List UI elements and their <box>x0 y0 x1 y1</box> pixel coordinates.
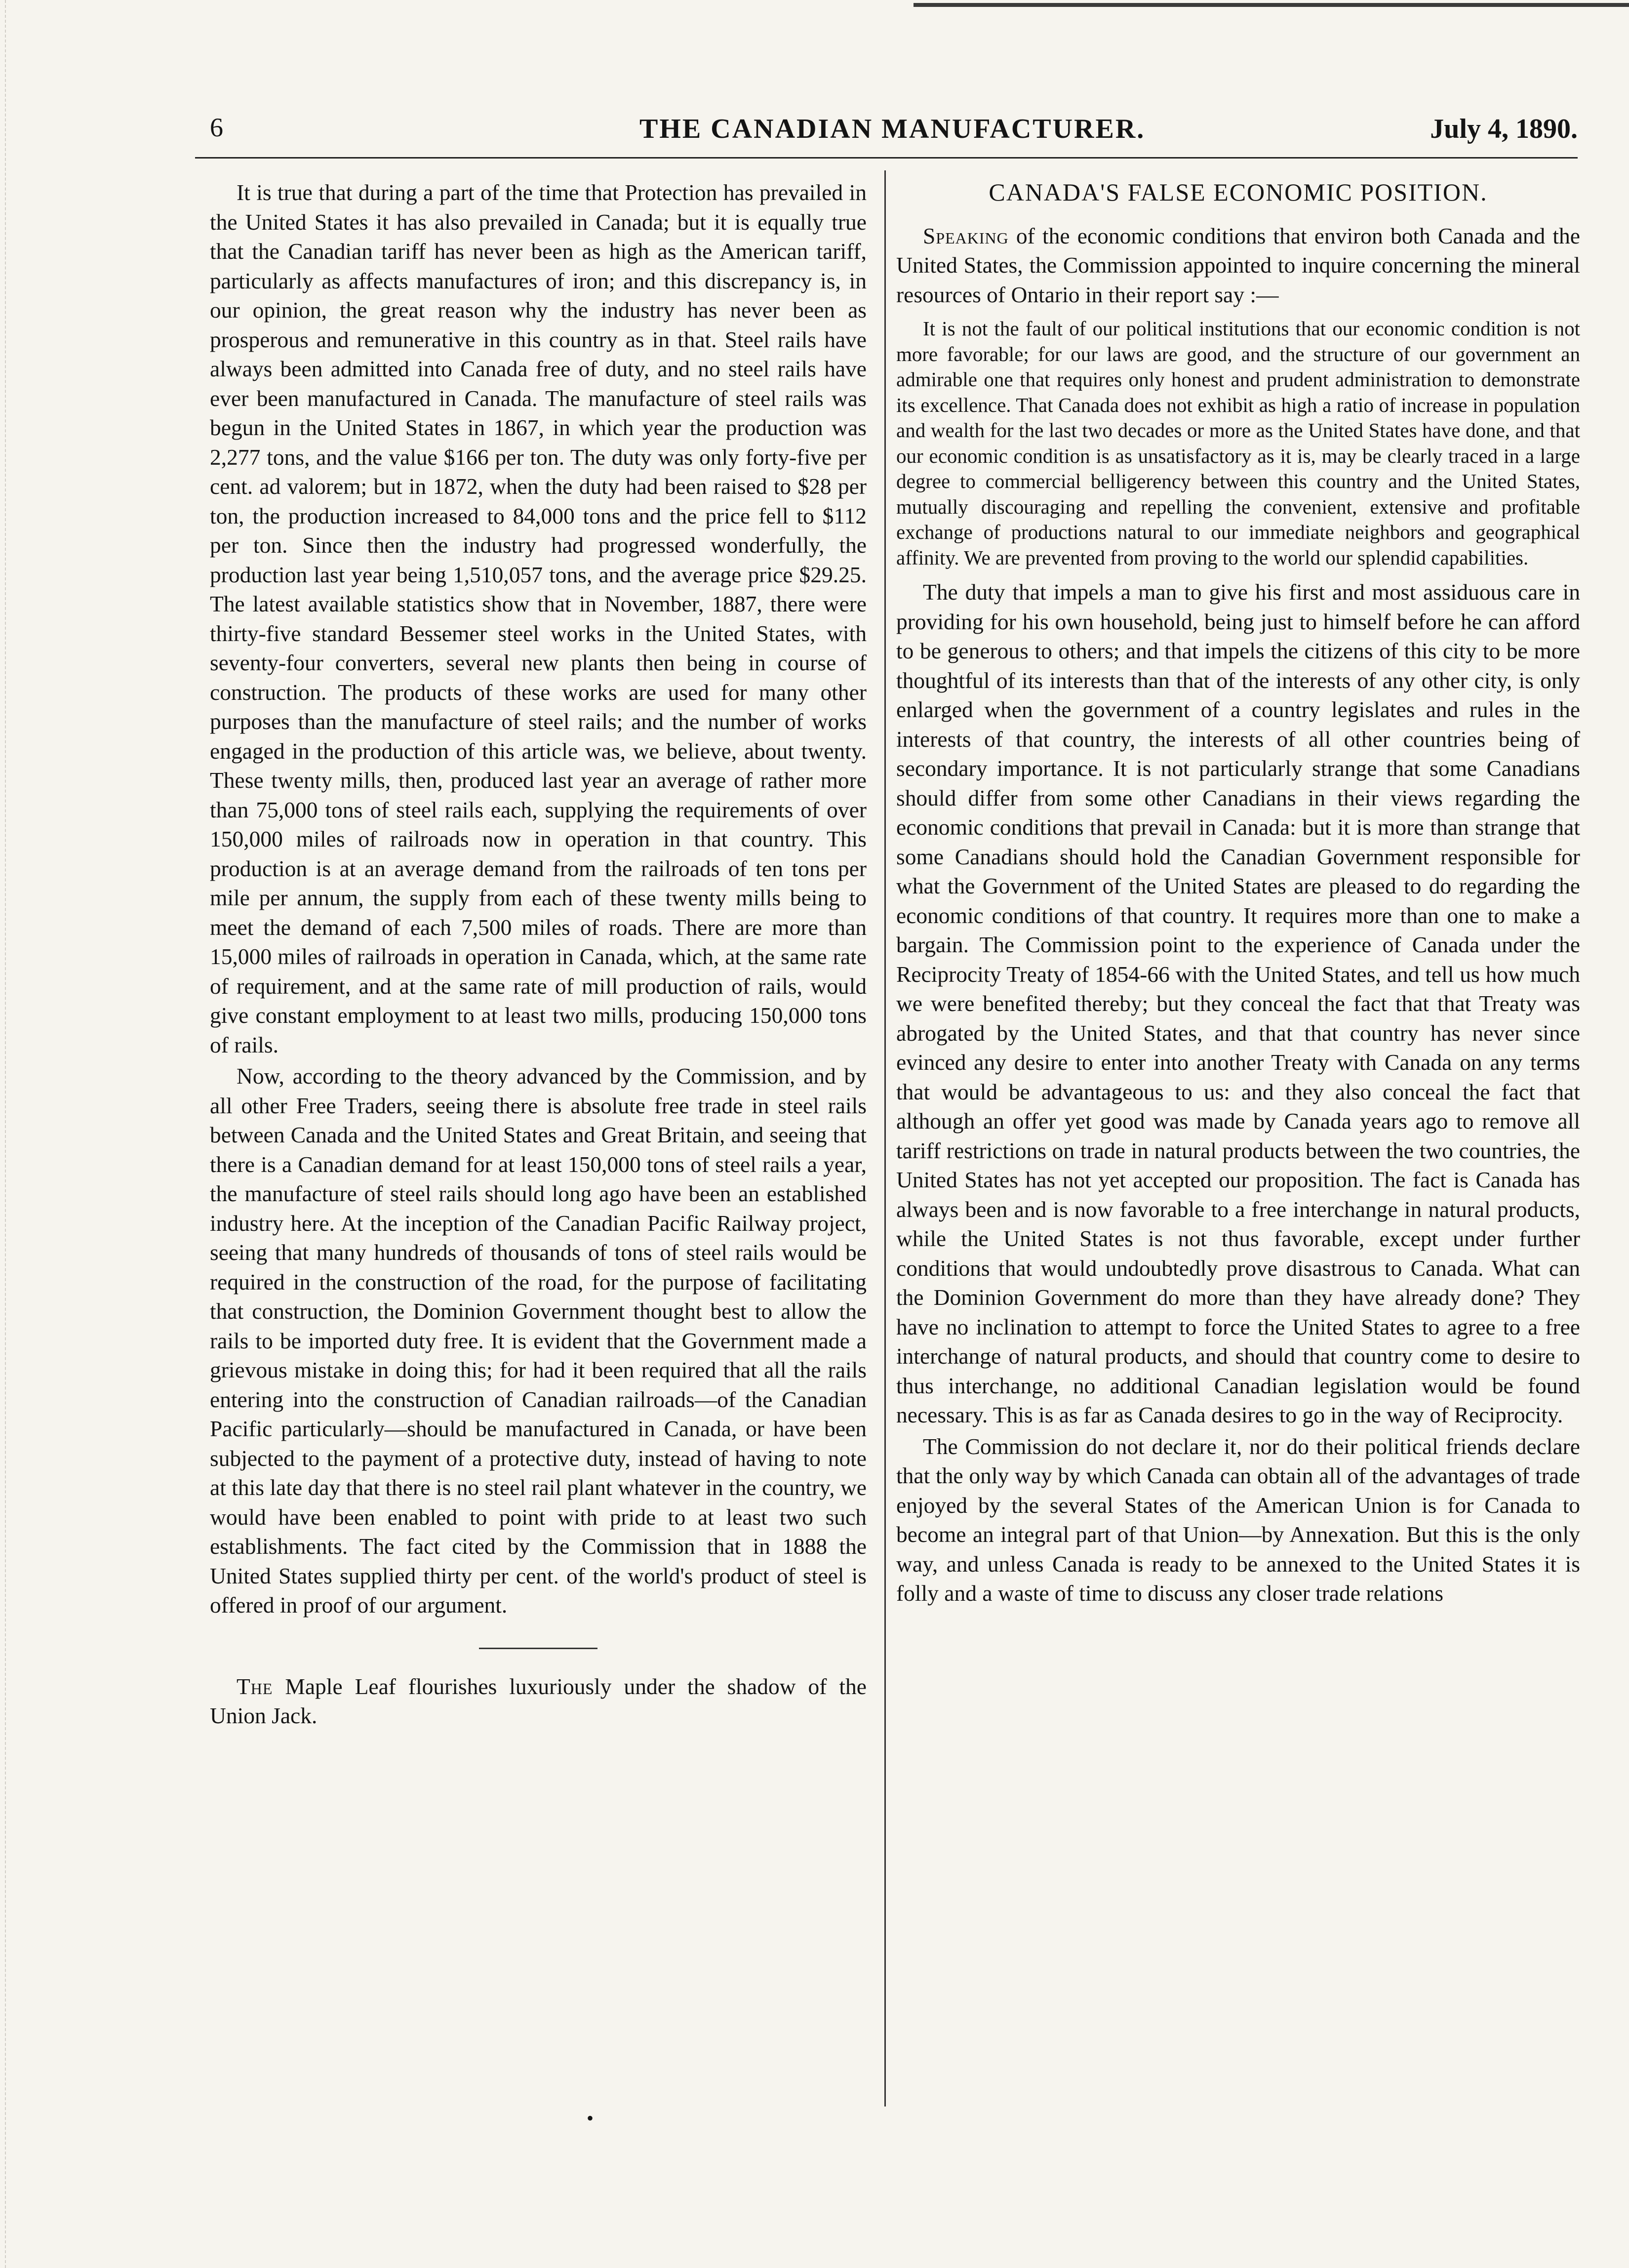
article-intro <box>896 221 1580 310</box>
left-column <box>210 178 867 1731</box>
right-paragraph: The duty that impels a man to give his first and most assiduous care in providing for his own household, being just to himself before he can afford to be generous to others; and that impels the citizens of this city to be more thoughtful of its interests than that of the interests of any other city, is only enlarged when the government of a country legislates and rules in the interests of that country, the interests of all other countries being of secondary importance. It is not particularly strange that some Canadians should differ from some other Canadians in their views regarding the economic conditions that prevail in Canada: but it is more than strange that some Canadians should hold the Canadian Government responsible for what the Government of the United States are pleased to do regarding the economic conditions of that country. It requires more than one to make a bargain. The Commission point to the experience of Canada under the Reciprocity Treaty of 1854-66 with the United States, and tell us how much we were benefited thereby; but they conceal the fact that that Treaty was abrogated by the United States, and that that country has never since evinced any desire to enter into another Treaty with Canada on any terms that would be advantageous to us: and they also conceal the fact that although an offer yet good was made by Canada years ago to remove all tariff restrictions on trade in natural products between the two countries, the United States has not yet accepted our proposition. The fact is Canada has always been and is now favorable to a free interchange in natural products, while the United States is not thus favorable, except under further conditions that would undoubtedly prove disastrous to Canada. What can the Dominion Government do more than they have already done? They have no inclination to attempt to force the United States to agree to a free interchange of natural products, and should that country come to desire to thus interchange, no additional Canadian legislation would be found necessary. This is as far as Canada desires to go in the way of Reciprocity. <box>896 579 1580 1427</box>
right-column <box>896 178 1580 1608</box>
maple-leaf-text: Maple Leaf flourishes luxuriously under the shadow of the Union Jack. <box>210 1673 867 1728</box>
article-title: CANADA'S FALSE ECONOMIC POSITION. <box>989 178 1488 206</box>
intro-text: of the economic conditions that environ both Canada and the United States, the Commission appointed to inquire concerning the mineral resources of Ontario in their report say :— <box>896 223 1580 307</box>
left-paragraph: It is true that during a part of the time that Protection has prevailed in the United States it has also prevailed in Canada; but it is equally true that the Canadian tariff has never been as high as the American tariff, particularly as affects manufactures of iron; and this discrepancy is, in our opinion, the great reason why the industry has never been as prosperous and remunerative in this country as in that. Steel rails have always been admitted into Canada free of duty, and no steel rails have ever been manufactured in Canada. The manufacture of steel rails was begun in the United States in 1867, in which year the production was 2,277 tons, and the value $166 per ton. The duty was only forty-five per cent. ad valorem; but in 1872, when the duty had been raised to $28 per ton, the production increased to 84,000 tons and the price fell to $112 per ton. Since then the industry had progressed wonderfully, the production last year being 1,510,057 tons, and the average price $29.25. The latest available statistics show that in November, 1887, there were thirty-five standard Bessemer steel works in the United States, with seventy-four converters, several new plants then being in course of construction. The products of these works are used for many other purposes than the manufacture of steel rails; and the number of works engaged in the production of this article was, we believe, about twenty. These twenty mills, then, produced last year an average of rather more than 75,000 tons of steel rails each, supplying the requirements of over 150,000 miles of railroads now in operation in that country. This production is at an average demand from the railroads of ten tons per mile per annum, the supply from each of these twenty mills being to meet the demand of each 7,500 miles of roads. There are more than 15,000 miles of railroads in operation in Canada, which, at the same rate of requirement, and at the same rate of mill production of rails, would give constant employment to at least two mills, producing 150,000 tons of rails. <box>210 180 867 1057</box>
right-paragraph: The Commission do not declare it, nor do their political friends declare that the only way by which Canada can obtain all of the advantages of trade enjoyed by the several States of the American Union is for Canada to become an integral part of that Union—by Annexation. But this is the only way, and unless Canada is ready to be annexed to the United States it is folly and a waste of time to discuss any closer trade relations <box>896 1433 1580 1606</box>
left-paragraph: Now, according to the theory advanced by the Commission, and by all other Free Traders, seeing there is absolute free trade in steel rails between Canada and the United States and Great Britain, and seeing that there is a Canadian demand for at least 150,000 tons of steel rails a year, the manufacture of steel rails should long ago have been an established industry here. At the inception of the Canadian Pacific Railway project, seeing that many hundreds of thousands of tons of steel rails would be required in the construction of the road, for the purpose of facilitating that construction, the Dominion Government thought best to allow the rails to be imported duty free. It is evident that the Government made a grievous mistake in doing this; for had it been required that all the rails entering into the construction of Canadian railroads—of the Canadian Pacific particularly—should be manufactured in Canada, or have been subjected to the payment of a protective duty, instead of having to note at this late day that there is no steel rail plant whatever in the country, we would have been enabled to point with pride to at least two such establishments. The fact cited by the Commission that in 1888 the United States supplied thirty per cent. of the world's product of steel is offered in proof of our argument. <box>210 1063 867 1618</box>
page-number: 6 <box>210 113 223 142</box>
column-divider <box>884 170 886 2106</box>
maple-leaf-note <box>210 1672 867 1731</box>
ink-dot: • <box>587 2107 594 2129</box>
issue-date: July 4, 1890. <box>1430 114 1578 144</box>
publication-title: THE CANADIAN MANUFACTURER. <box>639 114 1146 144</box>
top-edge-rule <box>914 3 1629 7</box>
intro-lead: Speaking <box>923 223 1009 248</box>
page-header <box>195 106 1578 151</box>
section-separator <box>479 1648 597 1649</box>
scan-edge <box>5 0 16 2268</box>
commission-quote: It is not the fault of our political institutions that our economic condition is not more favorable; for our laws are good, and the structure of our government an admirable one that requires only honest and prudent administration to demonstrate its excellence. That Canada does not exhibit as high a ratio of increase in population and wealth for the last two decades or more as the United States have done, and that our economic condition is as unsatisfactory as it is, may be clearly traced in a large degree to commercial belligerency between this country and the United States, mutually discouraging and repelling the convenient, extensive and profitable exchange of productions natural to our immediate neighbors and geographical affinity. We are prevented from proving to the world our splendid capabilities. <box>896 317 1580 569</box>
maple-leaf-lead: The <box>237 1673 273 1699</box>
header-rule <box>195 157 1578 159</box>
